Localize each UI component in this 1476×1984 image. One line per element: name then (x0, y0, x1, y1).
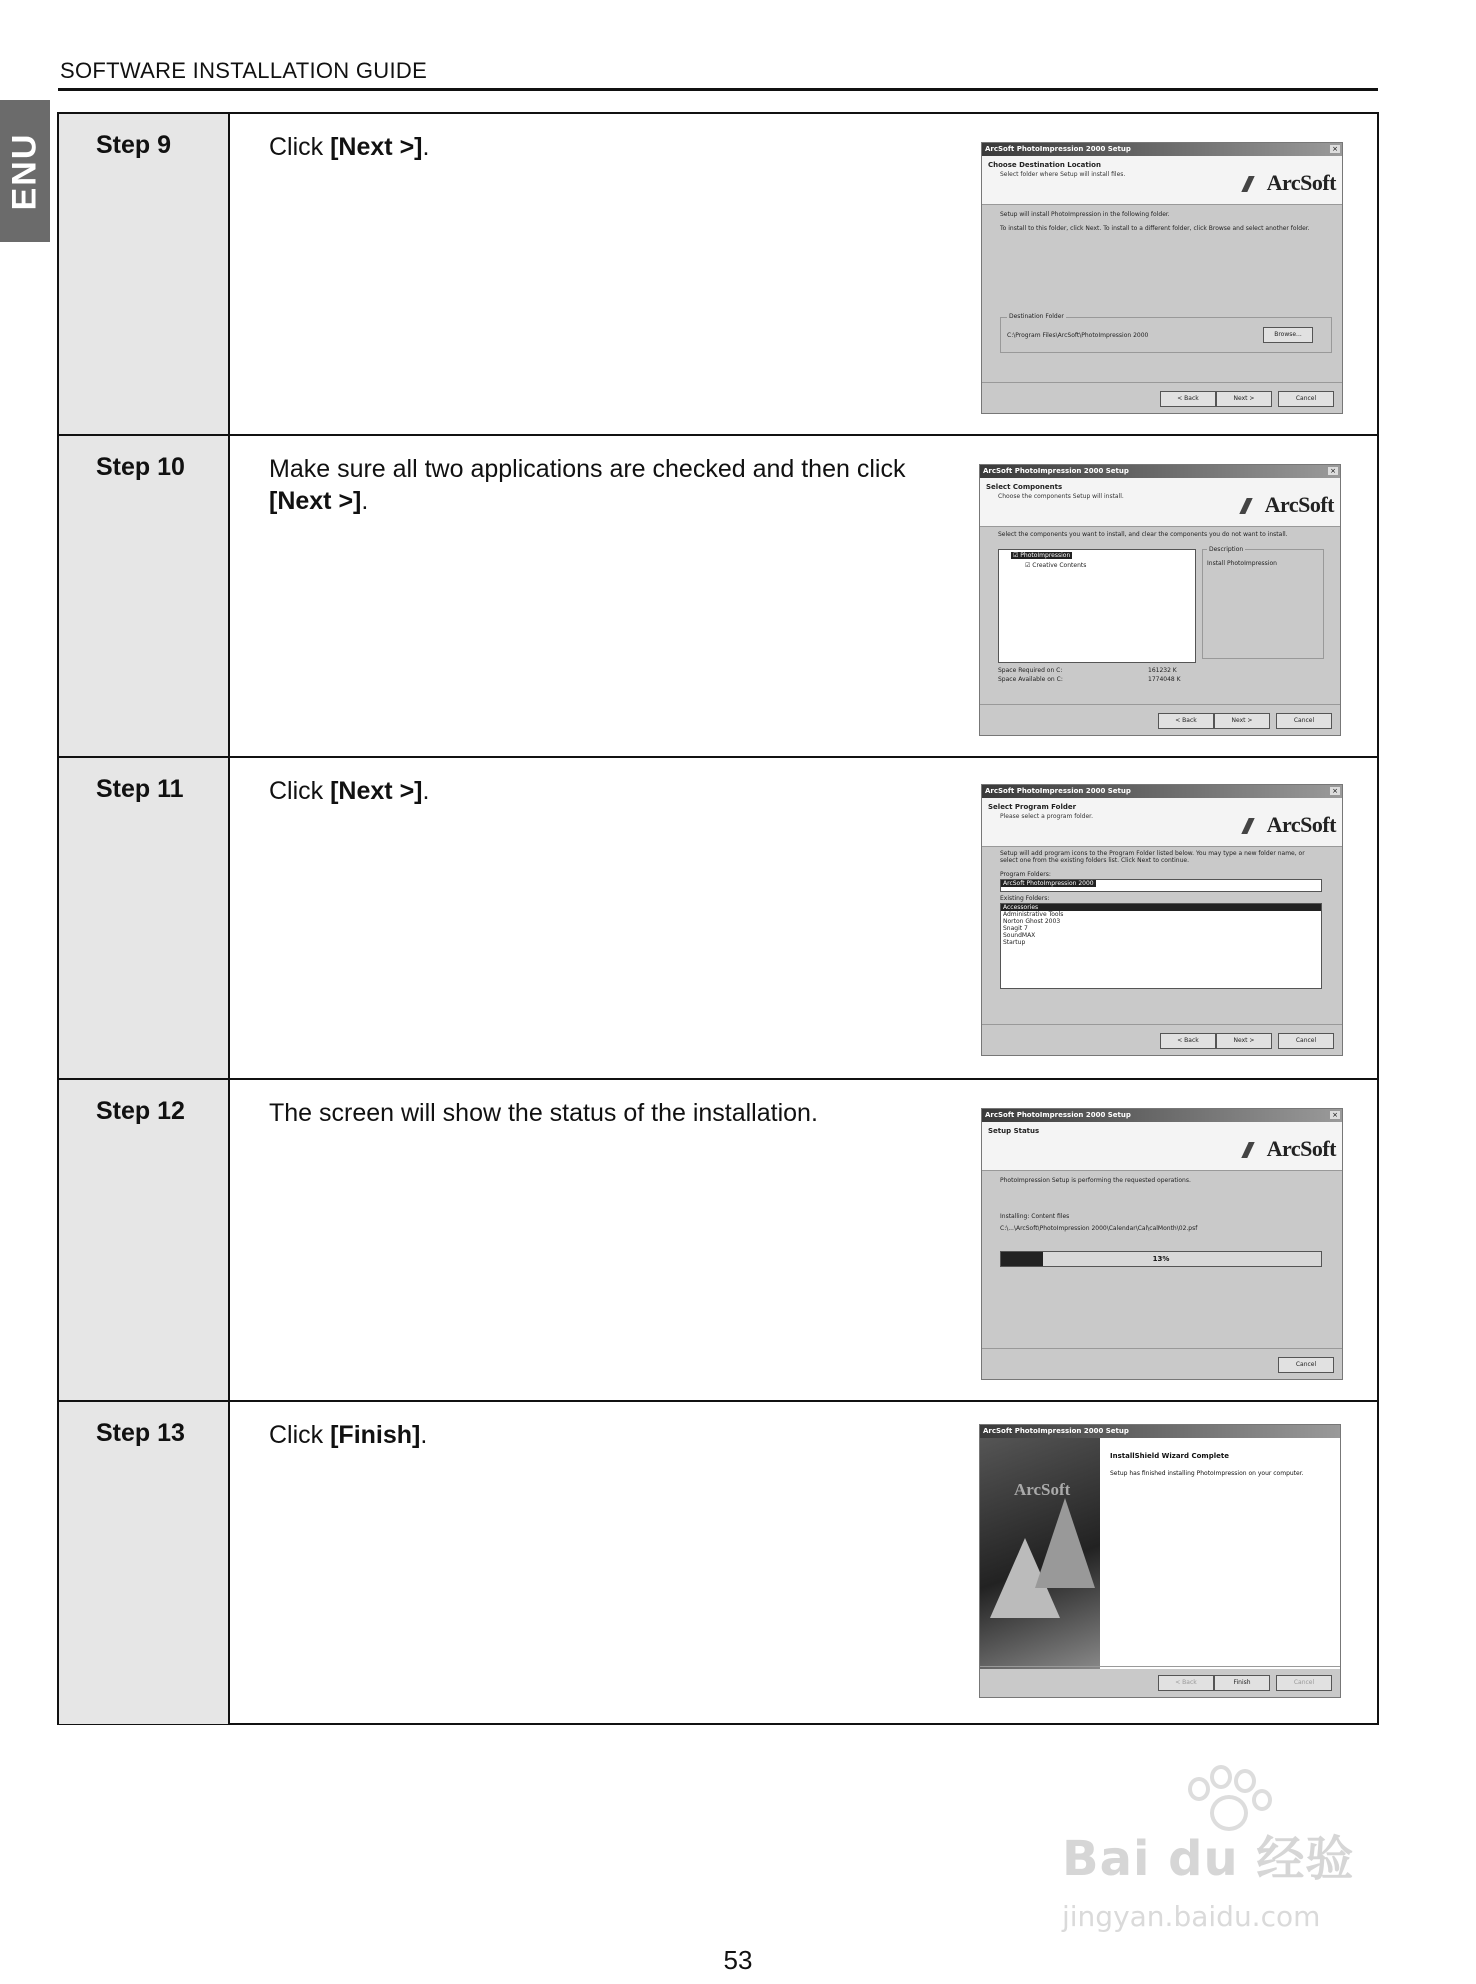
destination-folder-label: Destination Folder (1009, 313, 1064, 320)
next-button: Next > (1216, 391, 1272, 407)
dialog-title: ArcSoft PhotoImpression 2000 Setup (980, 1425, 1340, 1438)
next-button: Next > (1216, 1033, 1272, 1049)
cancel-button: Cancel (1276, 713, 1332, 729)
wizard-banner-image (980, 1438, 1100, 1669)
header-rule (58, 88, 1378, 91)
dialog-body-text-2: To install to this folder, click Next. To install to a different folder, click Browse and select another folder. (1000, 225, 1310, 232)
dialog-footer (980, 1666, 1340, 1697)
install-progress-bar (1000, 1251, 1322, 1267)
dialog-footer (982, 1024, 1342, 1055)
existing-folders-label: Existing Folders: (1000, 895, 1050, 902)
close-icon: × (1330, 1111, 1340, 1119)
baidu-watermark-url: jingyan.baidu.com (1062, 1900, 1321, 1933)
dialog-title: ArcSoft PhotoImpression 2000 Setup (982, 1109, 1342, 1122)
space-available-value: 1774048 K (1148, 676, 1181, 683)
description-group (1202, 546, 1324, 659)
dialog-heading: Select Components (986, 483, 1063, 491)
dialog-body (980, 527, 1340, 703)
arcsoft-logo: ArcSoft (1245, 1136, 1336, 1162)
instruction-suffix: . (361, 487, 369, 515)
folder-item: Norton Ghost 2003 (1003, 918, 1061, 925)
dialog-title: ArcSoft PhotoImpression 2000 Setup (980, 465, 1340, 478)
setup-dialog-screenshot (981, 1108, 1343, 1380)
step-row-11 (59, 758, 1377, 1080)
cancel-button: Cancel (1278, 391, 1334, 407)
dialog-body-text: Setup will add program icons to the Program Folder listed below. You may type a new folder name, or select one from the existing folders list. Click Next to continue. (1000, 850, 1305, 864)
folder-item: Startup (1003, 939, 1026, 946)
dialog-subheading: Please select a program folder. (1000, 813, 1093, 820)
close-icon: × (1330, 145, 1340, 153)
dialog-heading: InstallShield Wizard Complete (1110, 1452, 1229, 1460)
instruction-bold: [Finish] (330, 1421, 421, 1449)
instruction-text: Click (269, 1421, 331, 1449)
setup-dialog-screenshot (979, 464, 1341, 736)
dialog-title: ArcSoft PhotoImpression 2000 Setup (982, 143, 1342, 156)
page-header-title: SOFTWARE INSTALLATION GUIDE (60, 58, 428, 83)
back-button: < Back (1158, 713, 1214, 729)
step-label-cell (59, 758, 230, 1078)
instruction-bold: [Next >] (330, 133, 423, 161)
installing-label: Installing: Content files (1000, 1213, 1070, 1220)
step-row-12 (59, 1080, 1377, 1402)
step-instruction (269, 1097, 969, 1129)
progress-label: 13% (1152, 1255, 1170, 1263)
step-row-9 (59, 114, 1377, 436)
description-text: Install PhotoImpression (1207, 560, 1277, 567)
step-row-13 (59, 1402, 1377, 1724)
dialog-heading: Select Program Folder (988, 803, 1077, 811)
space-required-value: 161232 K (1148, 667, 1177, 674)
step-instruction (269, 775, 969, 807)
setup-dialog-screenshot (981, 142, 1343, 414)
instruction-text: Click (269, 133, 331, 161)
dialog-heading: Setup Status (988, 1127, 1040, 1135)
instruction-suffix: . (422, 777, 430, 805)
program-folder-input: ArcSoft PhotoImpression 2000 (1000, 879, 1322, 892)
space-available-label: Space Available on C: (998, 676, 1063, 683)
instruction-bold: [Next >] (330, 777, 423, 805)
language-tab (0, 100, 50, 242)
step-label: Step 13 (96, 1419, 185, 1447)
component-item: ☑ Creative Contents (1025, 562, 1087, 569)
step-label-cell (59, 1402, 230, 1724)
component-item: ☑ PhotoImpression (1013, 552, 1071, 559)
folder-item: SoundMAX (1003, 932, 1036, 939)
installing-path: C:\...\ArcSoft\PhotoImpression 2000\Calendar\Cal\calMonth\02.psf (1000, 1225, 1198, 1232)
dialog-body-text: PhotoImpression Setup is performing the requested operations. (1000, 1177, 1191, 1184)
step-instruction (269, 453, 969, 517)
step-label: Step 9 (96, 131, 172, 159)
dialog-footer (982, 1348, 1342, 1379)
next-button: Next > (1214, 713, 1270, 729)
dialog-body-text: Select the components you want to install, and clear the components you do not want to install. (998, 531, 1288, 538)
arcsoft-logo: ArcSoft (1245, 170, 1336, 196)
instruction-text: The screen will show the status of the installation. (269, 1099, 818, 1127)
description-label: Description (1209, 546, 1244, 553)
back-button: < Back (1158, 1675, 1214, 1691)
close-icon: × (1330, 787, 1340, 795)
program-folders-label: Program Folders: (1000, 871, 1051, 878)
step-label: Step 11 (96, 775, 184, 803)
step-instruction (269, 1419, 969, 1451)
step-label-cell (59, 1080, 230, 1400)
destination-folder-path: C:\Program Files\ArcSoft\PhotoImpression 2000 (1007, 332, 1149, 339)
dialog-body-text: Setup has finished installing PhotoImpression on your computer. (1110, 1470, 1304, 1477)
dialog-body (982, 847, 1342, 1023)
page-number: 53 (723, 1945, 753, 1975)
dialog-body (982, 1171, 1342, 1347)
setup-dialog-screenshot (979, 1424, 1341, 1698)
dialog-footer (980, 704, 1340, 735)
close-icon: × (1328, 467, 1338, 475)
dialog-header (982, 1122, 1342, 1171)
space-required-label: Space Required on C: (998, 667, 1063, 674)
components-list (998, 549, 1196, 663)
dialog-header (980, 478, 1340, 527)
steps-table (57, 112, 1379, 1725)
existing-folders-list (1000, 903, 1322, 989)
wizard-complete-panel (1100, 1438, 1341, 1669)
step-label-cell (59, 436, 230, 756)
arcsoft-logo: ArcSoft (1243, 492, 1334, 518)
folder-item: Snagit 7 (1003, 925, 1028, 932)
dialog-title: ArcSoft PhotoImpression 2000 Setup (982, 785, 1342, 798)
step-label: Step 10 (96, 453, 185, 481)
step-instruction (269, 131, 969, 163)
instruction-suffix: . (422, 133, 430, 161)
cancel-button: Cancel (1278, 1033, 1334, 1049)
dialog-subheading: Select folder where Setup will install files. (1000, 171, 1126, 178)
finish-button: Finish (1214, 1675, 1270, 1691)
back-button: < Back (1160, 1033, 1216, 1049)
instruction-text: Make sure all two applications are checked and then click (269, 455, 906, 483)
back-button: < Back (1160, 391, 1216, 407)
cancel-button: Cancel (1276, 1675, 1332, 1691)
dialog-subheading: Choose the components Setup will install. (998, 493, 1124, 500)
step-label: Step 12 (96, 1097, 185, 1125)
destination-folder-group (1000, 313, 1332, 353)
arcsoft-logo: ArcSoft (1014, 1480, 1071, 1499)
dialog-heading: Choose Destination Location (988, 161, 1101, 169)
step-label-cell (59, 114, 230, 434)
language-tab-label: ENU (5, 132, 44, 210)
folder-item: Administrative Tools (1003, 911, 1064, 918)
dialog-header (982, 156, 1342, 205)
dialog-body (982, 205, 1342, 381)
instruction-bold: [Next >] (269, 487, 362, 515)
setup-dialog-screenshot (981, 784, 1343, 1056)
browse-button: Browse... (1263, 327, 1313, 343)
dialog-footer (982, 382, 1342, 413)
instruction-suffix: . (420, 1421, 428, 1449)
dialog-header (982, 798, 1342, 847)
folder-item: Accessories (1001, 904, 1321, 911)
instruction-text: Click (269, 777, 331, 805)
arcsoft-logo: ArcSoft (1245, 812, 1336, 838)
dialog-body-text: Setup will install PhotoImpression in the following folder. (1000, 211, 1170, 218)
step-row-10 (59, 436, 1377, 758)
baidu-watermark: Bai du 经验 (1062, 1831, 1355, 1887)
cancel-button: Cancel (1278, 1357, 1334, 1373)
